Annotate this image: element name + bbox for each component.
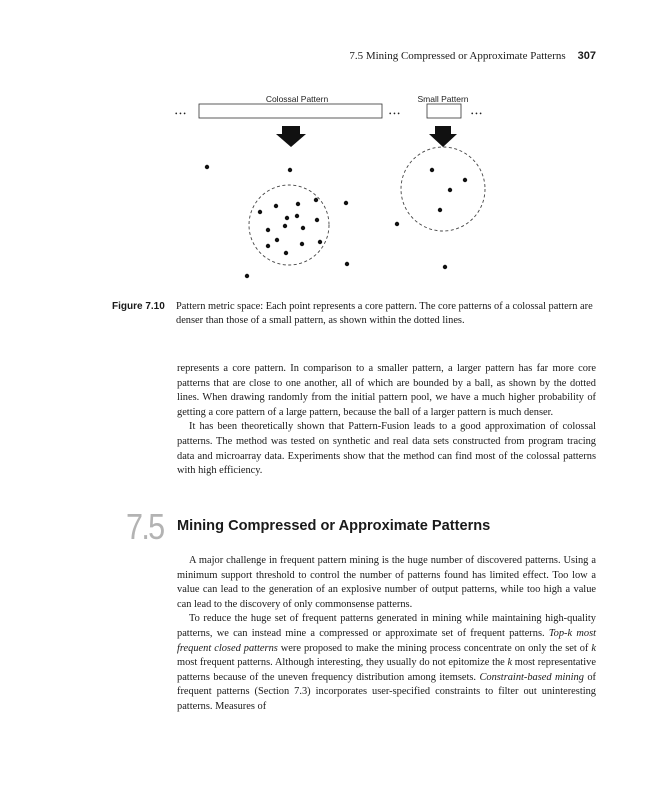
core-point <box>314 198 318 202</box>
core-point <box>288 168 292 172</box>
pattern-metric-space-figure <box>0 0 648 300</box>
core-point <box>438 208 442 212</box>
p4-k2: k <box>507 657 513 669</box>
section-title: Mining Compressed or Approximate Patterns <box>177 518 491 534</box>
core-point <box>266 244 270 248</box>
core-point <box>245 274 249 278</box>
core-point <box>430 168 434 172</box>
core-point <box>301 226 305 230</box>
section-number: 7.5 <box>126 506 164 547</box>
colossal-ball-dotted-circle <box>249 185 329 265</box>
core-point <box>274 204 278 208</box>
core-point <box>284 251 288 255</box>
small-down-arrow <box>429 126 457 147</box>
p4-term-constraint: Constraint-based mining <box>479 671 584 683</box>
paragraph-4 <box>177 612 596 714</box>
core-point <box>285 216 289 220</box>
core-point <box>443 265 447 269</box>
paragraph-3: A major challenge in frequent pattern mining is the huge number of discovered patterns. Using a minimum support threshold to control the number of patterns found has limited effect. Too low a value can lead to the generation of an explosive number of output patterns, while too high a value can lead to the discovery of only commonsense patterns. <box>177 555 596 610</box>
page-number: 307 <box>577 50 596 62</box>
core-point <box>344 201 348 205</box>
core-point <box>275 238 279 242</box>
core-point <box>315 218 319 222</box>
core-pattern-points <box>205 165 467 278</box>
caption-number: Figure 7.10 <box>112 301 165 312</box>
core-point <box>283 224 287 228</box>
core-point <box>295 214 299 218</box>
small-pattern-box <box>427 104 461 118</box>
paragraph-1: represents a core pattern. In comparison to a smaller pattern, a larger pattern has far more core patterns that are close to one another, all of which are bounded by a ball, as shown by the dotted lines. When drawing randomly from the initial pattern pool, we have a much higher probability of getting a core pattern of a large pattern, because the ball of a larger pattern is much denser. <box>177 363 596 418</box>
p4-b: were proposed to make the mining process concentrate on only the set of <box>277 642 592 654</box>
p4-d: most representative patterns because of the uneven frequency distribution among itemsets. <box>177 657 596 683</box>
p4-e: of frequent patterns (Section 7.3) incorporates user-specified constraints to filter out uninteresting patterns. Measures of <box>177 671 596 712</box>
p4-c: most frequent patterns. Although interesting, they usually do not epitomize the <box>177 657 508 669</box>
colossal-pattern-label: Colossal Pattern <box>265 94 329 104</box>
middle-ellipsis: • • • <box>389 110 400 118</box>
core-point <box>258 210 262 214</box>
core-point <box>205 165 209 169</box>
running-title: 7.5 Mining Compressed or Approximate Patterns <box>349 50 566 62</box>
right-ellipsis: • • • <box>471 110 482 118</box>
small-pattern-label: Small Pattern <box>417 94 469 104</box>
core-point <box>296 202 300 206</box>
figure-caption <box>112 300 602 328</box>
colossal-down-arrow <box>276 126 306 147</box>
p4-term-topk: Top-k most frequent closed patterns <box>177 627 596 654</box>
small-ball-dotted-circle <box>401 147 485 231</box>
core-point <box>395 222 399 226</box>
core-point <box>463 178 467 182</box>
core-point <box>266 228 270 232</box>
text-block-upper <box>177 362 596 479</box>
core-point <box>318 240 322 244</box>
left-ellipsis: • • • <box>175 110 186 118</box>
p4-a: To reduce the huge set of frequent patterns generated in mining while maintaining high-quality patterns, we can instead mine a compressed or approximate set of frequent patterns. <box>177 613 596 639</box>
p4-k1: k <box>591 642 596 654</box>
core-point <box>300 242 304 246</box>
core-point <box>345 262 349 266</box>
caption-text: Pattern metric space: Each point represents a core pattern. The core patterns of a colossal pattern are denser than those of a small pattern, as shown within the dotted lines. <box>176 301 593 327</box>
text-block-lower <box>177 554 596 715</box>
colossal-pattern-box <box>199 104 382 118</box>
paragraph-2: It has been theoretically shown that Pattern-Fusion leads to a good approximation of colossal patterns. The method was tested on synthetic and real data sets constructed from program tracing data and microarray data. Experiments show that the method can find most of the colossal patterns with high efficiency. <box>177 421 596 477</box>
core-point <box>448 188 452 192</box>
